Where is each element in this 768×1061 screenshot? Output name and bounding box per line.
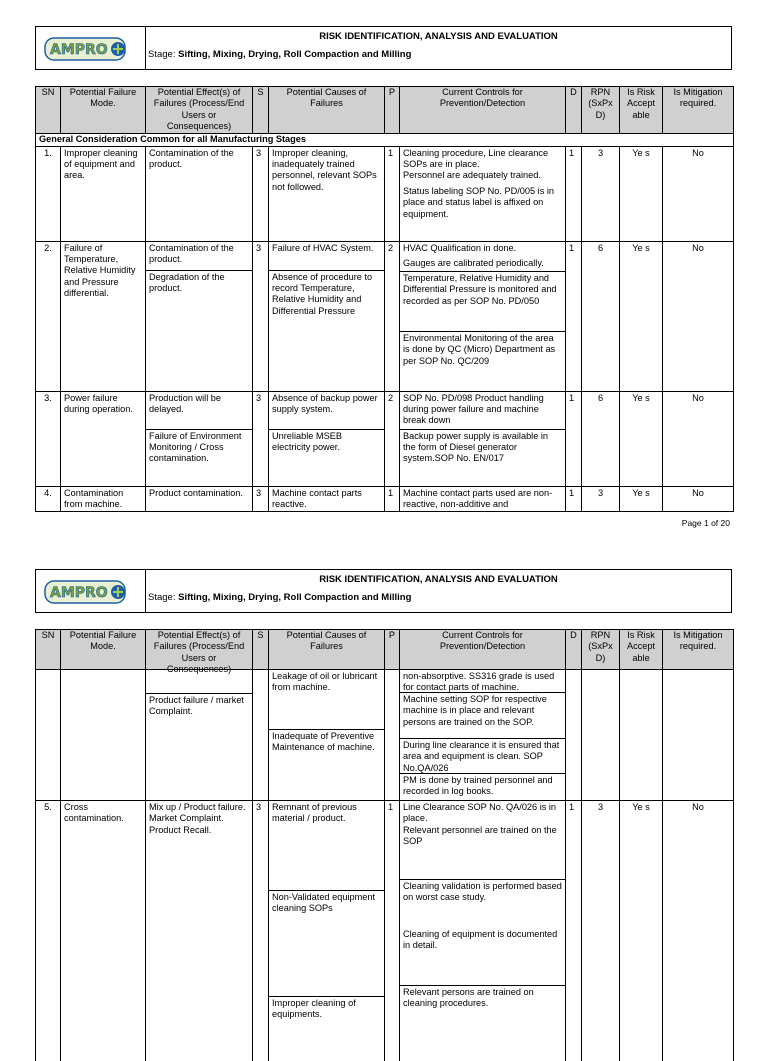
risk-table-page2 [35, 629, 734, 1061]
row-sn: 4. [36, 486, 61, 512]
col-p: P [385, 87, 400, 134]
row-s: 3 [253, 241, 269, 391]
effect-text: Production will be delayed. [149, 392, 222, 414]
row-sn: 1. [36, 146, 61, 241]
effect-text: Product failure / market Complaint. [146, 693, 252, 718]
table-row [36, 670, 734, 801]
row-s: 3 [253, 391, 269, 486]
col-s: S [253, 87, 269, 134]
row-d: 1 [566, 486, 582, 512]
row-accept: Ye s [620, 241, 663, 391]
col-p: P [385, 630, 400, 670]
stage-value: Sifting, Mixing, Drying, Roll Compaction and Milling [178, 49, 412, 60]
row-effect: Mix up / Product failure. Market Complaint. Product Recall. [146, 801, 253, 1061]
page-number: Page 1 of 20 [681, 518, 730, 528]
row-sn: 2. [36, 241, 61, 391]
row-p: 1 [385, 801, 400, 1061]
row-p: 1 [385, 146, 400, 241]
control-text: Machine setting SOP for respective machine is in place and relevant persons are trained on the SOP. [400, 692, 565, 738]
row-mode: Improper cleaning of equipment and area. [61, 146, 146, 241]
row-controls [400, 670, 566, 801]
col-accept: Is Risk Accept able [620, 87, 663, 134]
row-effect: Product contamination. [146, 486, 253, 512]
document-title: RISK IDENTIFICATION, ANALYSIS AND EVALUATION [319, 31, 558, 42]
col-mitigation: Is Mitigation required. [663, 630, 734, 670]
col-s: S [253, 630, 269, 670]
control-text: Cleaning validation is performed based on worst case study. [400, 879, 565, 929]
col-accept: Is Risk Accept able [620, 630, 663, 670]
col-effects: Potential Effect(s) of Failures (Process/End Users or Consequences) [146, 87, 253, 134]
row-accept: Ye s [620, 801, 663, 1061]
col-mitigation: Is Mitigation required. [663, 87, 734, 134]
stage-label: Stage: [148, 592, 179, 603]
row-mitigation: No [663, 241, 734, 391]
stage-label: Stage: [148, 49, 179, 60]
row-cause [269, 670, 385, 801]
control-text: HVAC Qualification in done. [403, 242, 517, 253]
control-text: non-absorptive. SS316 grade is used for contact parts of machine. [403, 671, 555, 693]
row-mitigation: No [663, 801, 734, 1061]
row-mitigation [663, 670, 734, 801]
col-d: D [566, 87, 582, 134]
effect-text: Degradation of the product. [146, 270, 252, 295]
control-text: Backup power supply is available in the form of Diesel generator system.SOP No. EN/017 [400, 429, 565, 465]
control-text: Line Clearance SOP No. QA/026 is in place. [403, 802, 557, 824]
row-p: 2 [385, 241, 400, 391]
effect-text: Contamination of the product. [149, 242, 234, 264]
row-accept [620, 670, 663, 801]
row-rpn: 6 [582, 391, 620, 486]
control-text: Personnel are adequately trained. [403, 170, 541, 181]
row-s: 3 [253, 486, 269, 512]
row-d: 1 [566, 146, 582, 241]
control-text: Relevant personnel are trained on the SOP [403, 824, 557, 847]
row-cause [269, 801, 385, 1061]
row-accept: Ye s [620, 146, 663, 241]
section-title: General Consideration Common for all Manufacturing Stages [36, 134, 734, 146]
col-effects-label: Potential Effect(s) of Failures (Process/End Users or Consequences) [153, 630, 245, 674]
row-accept: Ye s [620, 486, 663, 512]
row-d [566, 670, 582, 801]
row-rpn [582, 670, 620, 801]
row-cause: Machine contact parts reactive. [269, 486, 385, 512]
col-causes: Potential Causes of Failures [269, 87, 385, 134]
col-sn: SN [36, 630, 61, 670]
col-causes: Potential Causes of Failures [269, 630, 385, 670]
row-mitigation: No [663, 486, 734, 512]
cause-text: Unreliable MSEB electricity power. [269, 429, 384, 454]
row-rpn: 3 [582, 146, 620, 241]
row-mode: Contamination from machine. [61, 486, 146, 512]
row-p: 2 [385, 391, 400, 486]
row-s [253, 670, 269, 801]
col-sn: SN [36, 87, 61, 134]
control-text: Relevant persons are trained on cleaning procedures. [400, 985, 565, 1010]
row-mode: Power failure during operation. [61, 391, 146, 486]
row-mitigation: No [663, 391, 734, 486]
control-text: Gauges are calibrated periodically. [403, 258, 544, 268]
table-row [36, 801, 734, 1061]
row-mitigation: No [663, 146, 734, 241]
control-text: PM is done by trained personnel and recorded in log books. [400, 773, 565, 798]
col-controls: Current Controls for Prevention/Detection [400, 630, 566, 670]
control-text: Temperature, Relative Humidity and Differential Pressure is monitored and recorded as per SOP No. PD/050 [400, 271, 565, 329]
control-text: SOP No. PD/098 Product handling during power failure and machine break down [403, 392, 544, 426]
row-d: 1 [566, 801, 582, 1061]
row-p: 1 [385, 486, 400, 512]
col-rpn: RPN (SxPx D) [582, 630, 620, 670]
row-sn [36, 670, 61, 801]
stage-value: Sifting, Mixing, Drying, Roll Compaction and Milling [178, 592, 412, 603]
control-text: Status labeling SOP No. PD/005 is in place and status label is affixed on equipment. [403, 185, 554, 219]
row-controls: Machine contact parts used are non-reactive, non-additive and [400, 486, 566, 512]
row-s: 3 [253, 146, 269, 241]
cause-text: Leakage of oil or lubricant from machine. [272, 671, 378, 693]
cause-text: Inadequate of Preventive Maintenance of machine. [269, 729, 384, 754]
row-controls [400, 801, 566, 1061]
cause-text: Absence of procedure to record Temperature, Relative Humidity and Differential Pressure [269, 270, 384, 318]
col-failure-mode: Potential Failure Mode. [61, 630, 146, 670]
row-mode [61, 670, 146, 801]
cause-text: Remnant of previous material / product. [272, 802, 357, 824]
cause-text: Absence of backup power supply system. [272, 392, 378, 414]
effect-text: Failure of Environment Monitoring / Cross contamination. [146, 429, 252, 465]
row-effect: Contamination of the product. [146, 146, 253, 241]
cause-text: Non-Validated equipment cleaning SOPs [269, 890, 384, 994]
row-mode: Failure of Temperature, Relative Humidity and Pressure differential. [61, 241, 146, 391]
row-d: 1 [566, 391, 582, 486]
control-text: Environmental Monitoring of the area is done by QC (Micro) Department as per SOP No. QC/209 [400, 331, 565, 367]
col-rpn: RPN (SxPx D) [582, 87, 620, 134]
row-s: 3 [253, 801, 269, 1061]
control-text: Cleaning procedure, Line clearance SOPs are in place. [403, 147, 549, 169]
row-d: 1 [566, 241, 582, 391]
cause-text: Improper cleaning of equipments. [269, 996, 384, 1021]
document-title: RISK IDENTIFICATION, ANALYSIS AND EVALUATION [319, 574, 558, 585]
control-text: Cleaning of equipment is documented in detail. [403, 928, 558, 951]
row-sn: 3. [36, 391, 61, 486]
row-effect [146, 670, 253, 801]
control-text: During line clearance it is ensured that area and equipment is clean. SOP No.QA/026 [400, 738, 565, 773]
row-rpn: 3 [582, 486, 620, 512]
row-p [385, 670, 400, 801]
col-d: D [566, 630, 582, 670]
row-rpn: 6 [582, 241, 620, 391]
svg-text:AMPRO: AMPRO [50, 42, 108, 58]
row-sn: 5. [36, 801, 61, 1061]
row-rpn: 3 [582, 801, 620, 1061]
row-mode: Cross contamination. [61, 801, 146, 1061]
row-cause: Improper cleaning, inadequately trained personnel, relevant SOPs not followed. [269, 146, 385, 241]
row-accept: Ye s [620, 391, 663, 486]
col-failure-mode: Potential Failure Mode. [61, 87, 146, 134]
col-effects [146, 630, 253, 674]
svg-text:AMPRO: AMPRO [50, 585, 108, 601]
cause-text: Failure of HVAC System. [272, 242, 374, 253]
col-controls: Current Controls for Prevention/Detection [400, 87, 566, 134]
table-header-row [36, 630, 734, 670]
